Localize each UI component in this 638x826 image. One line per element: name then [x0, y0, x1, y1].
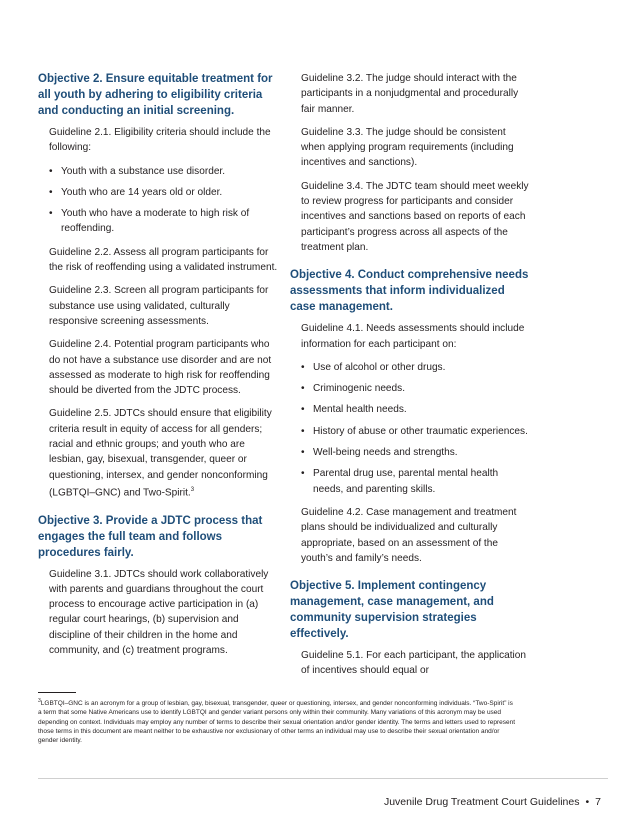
objective-2-heading: Objective 2. Ensure equitable treatment for all youth by adhering to eligibility criteria and conducting an initial screening.	[38, 73, 273, 117]
right-column	[290, 71, 530, 687]
list-item: • Criminogenic needs.	[301, 381, 530, 396]
list-item: • Youth with a substance use disorder.	[49, 164, 278, 179]
guideline-2-5-text: Guideline 2.5. JDTCs should ensure that eligibility criteria result in equity of access for all genders; racial and ethnic groups; and youth who are lesbian, gay, bisexual, transgender, queer or questioning, intersex, and gender nonconforming (LGBTQI–GNC) and Two-Spirit.	[49, 408, 272, 499]
footer-rule	[38, 778, 608, 779]
guideline-2-1-list	[49, 164, 278, 237]
list-item: • Youth who are 14 years old or older.	[49, 185, 278, 200]
guideline-4-2: Guideline 4.2. Case management and treatment plans should be individualized and culturally appropriate, based on an assessment of the youth’s and family’s needs.	[301, 506, 517, 564]
footer-bullet: •	[585, 796, 590, 808]
list-item: • Well-being needs and strengths.	[301, 445, 530, 460]
guideline-2-1: Guideline 2.1. Eligibility criteria should include the following:	[49, 127, 271, 154]
guideline-4-1: Guideline 4.1. Needs assessments should include information for each participant on:	[301, 323, 525, 350]
guideline-2-2: Guideline 2.2. Assess all program participants for the risk of reoffending using a validated instrument.	[49, 246, 278, 274]
list-item: • Mental health needs.	[301, 402, 530, 417]
objective-3-heading: Objective 3. Provide a JDTC process that engages the full team and follows procedures fairly.	[38, 514, 263, 559]
footnote	[38, 697, 516, 746]
footer-title: Juvenile Drug Treatment Court Guidelines	[383, 796, 580, 808]
guideline-3-2: Guideline 3.2. The judge should interact with the participants in a nonjudgmental and procedurally fair manner.	[301, 73, 519, 115]
page-footer	[384, 796, 601, 808]
guideline-5-1: Guideline 5.1. For each participant, the application of incentives should equal or	[301, 650, 527, 677]
guideline-2-3: Guideline 2.3. Screen all program participants for substance use using validated, culturally responsive screening assessments.	[49, 285, 269, 327]
list-item: • Youth who have a moderate to high risk of reoffending.	[49, 206, 278, 237]
objective-4-heading: Objective 4. Conduct comprehensive needs assessments that inform individualized case management.	[290, 269, 529, 314]
guideline-3-4: Guideline 3.4. The JDTC team should meet weekly to review progress for participants and consider incentives and sanctions based on reports of each participant’s progress across all aspects of the treatment plan.	[301, 180, 529, 253]
guideline-3-1: Guideline 3.1. JDTCs should work collaboratively with parents and guardians throughout the court process to encourage active participation in (a) regular court hearings, (b) supervision and discipline of their children in the home and community, and (c) treatment programs.	[49, 568, 269, 657]
objective-5-heading: Objective 5. Implement contingency management, case management, and community supervision strategies effectively.	[290, 580, 494, 641]
left-column	[38, 71, 278, 666]
list-item: • Parental drug use, parental mental health needs, and parenting skills.	[301, 466, 530, 497]
list-item: • History of abuse or other traumatic experiences.	[301, 424, 530, 439]
footnote-ref: 3	[190, 486, 195, 493]
guideline-2-4: Guideline 2.4. Potential program participants who do not have a substance use disorder and are not assessed as moderate to high risk for reoffending should be diverted from the JDTC process.	[49, 339, 272, 397]
page-number: 7	[595, 796, 601, 808]
footnote-number: 3	[38, 698, 41, 704]
footnote-rule	[38, 692, 76, 693]
footnote-text: LGBTQI–GNC is an acronym for a group of lesbian, gay, bisexual, transgender, queer or questioning, intersex, and gender nonconforming individuals. “Two-Spirit” is a term that some Native Americans use to identify LGBTQI and gender variant persons only within their community. Many variations of this acronym may be used depending on context. Individuals may employ any number of terms to describe their sexual orientation and/or gender identity. The terms and letters used to represent those terms in this document are meant neither to be exhaustive nor exclusionary of other terms an individual may use to describe their sexual orientation and/or gender identity.	[38, 700, 516, 745]
list-item: • Use of alcohol or other drugs.	[301, 360, 530, 375]
guideline-2-5	[49, 406, 278, 500]
guideline-3-3: Guideline 3.3. The judge should be consistent when applying program requirements (including incentives and sanctions).	[301, 126, 514, 169]
guideline-4-1-list	[301, 360, 530, 497]
